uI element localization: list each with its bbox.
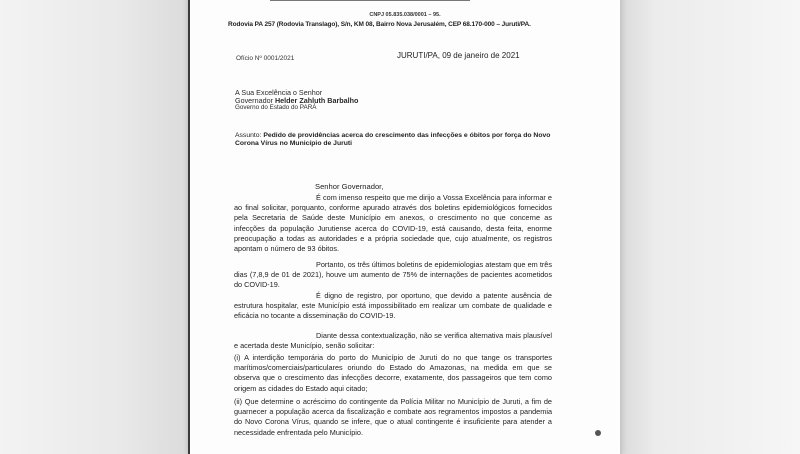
subject-label: Assunto: <box>235 132 262 139</box>
oficio-number: Ofício Nº 0001/2021 <box>236 55 295 62</box>
recipient-title-line <box>235 97 358 105</box>
paragraph-text: É digno de registro, por oportuno, que devido a patente ausência de estrutura hospitalar, este Município está impossibilitado em realizar um combate de qualidade e eficácia no tocante a disseminação do COVID-19. <box>234 291 552 321</box>
letterhead-cnpj: CNPJ 05.835.038/0001 – 95. <box>369 12 441 18</box>
letterhead-rule <box>270 0 470 1</box>
document-page <box>188 0 622 454</box>
letterhead-address: Rodovia PA 257 (Rodovia Translago), S/n, KM 08, Bairro Nova Jerusalém, CEP 68.170-000 – Juruti/PA. <box>228 21 531 28</box>
paragraph-1 <box>234 193 552 254</box>
paragraph-2 <box>234 260 552 291</box>
paragraph-4 <box>234 331 552 351</box>
recipient-block <box>235 89 358 112</box>
subject-text: Pedido de providências acerca do crescimento das infecções e óbitos por força do Novo Corona Vírus no Município de Juruti <box>235 132 551 147</box>
paragraph-text: Portanto, os três últimos boletins de epidemiologias atestam que em três dias (7,8,9 de 01 de 2021), houve um aumento de 75% de internações de pacientes acometidos do COVID-19. <box>234 260 552 290</box>
ink-mark <box>595 430 601 436</box>
paragraph-text: (ii) Que determine o acréscimo do contingente da Polícia Militar no Município de Juruti, a fim de guarnecer a população acerca da fiscalização e combate aos regramentos impostos a pandemia do Novo Corona Vírus, quando se infere, que o atual contingente é insuficiente para atender a necessidade enfrentada pelo Município. <box>234 397 552 437</box>
paragraph-text: (i) A interdição temporária do porto do Município de Juruti do no que tange os transportes marítimos/comerciais/particulares oriundo do Estado do Amazonas, na medida em que se observa que o crescimento das infecções decorre, exatamente, dos passageiros que tem como origem as cidades do Estado aqui citado; <box>234 353 552 393</box>
paragraph-3 <box>234 291 552 322</box>
recipient-title: Governador <box>235 95 273 105</box>
recipient-salutation: A Sua Excelência o Senhor <box>235 88 323 97</box>
recipient-office: Governo do Estado do PARÁ <box>235 104 317 111</box>
greeting: Senhor Governador, <box>315 182 384 191</box>
subject-block <box>235 132 565 148</box>
paragraph-text: Diante dessa contextualização, não se verifica alternativa mais plausível e acertada deste Município, senão solicitar: <box>234 331 552 351</box>
paragraph-text: É com imenso respeito que me dirijo a Vossa Excelência para informar e ao final solicitar, porquanto, conforme apurado através dos boletins epidemiológicos fornecidos pela Secretaria de Saúde deste Município em anexos, o crescimento no que concerne as infecções da população Jurutiense acerca do COVID-19, está causando, desta feita, enorme preocupação a todas as autoridades e a própria sociedade que, cujo atualmente, os registros apontam o número de 93 óbitos. <box>234 193 552 254</box>
document-date: JURUTI/PA, 09 de janeiro de 2021 <box>397 51 520 60</box>
request-item-1 <box>234 353 552 394</box>
recipient-name: Helder Zahluth Barbalho <box>274 95 359 105</box>
request-item-2 <box>234 397 552 438</box>
